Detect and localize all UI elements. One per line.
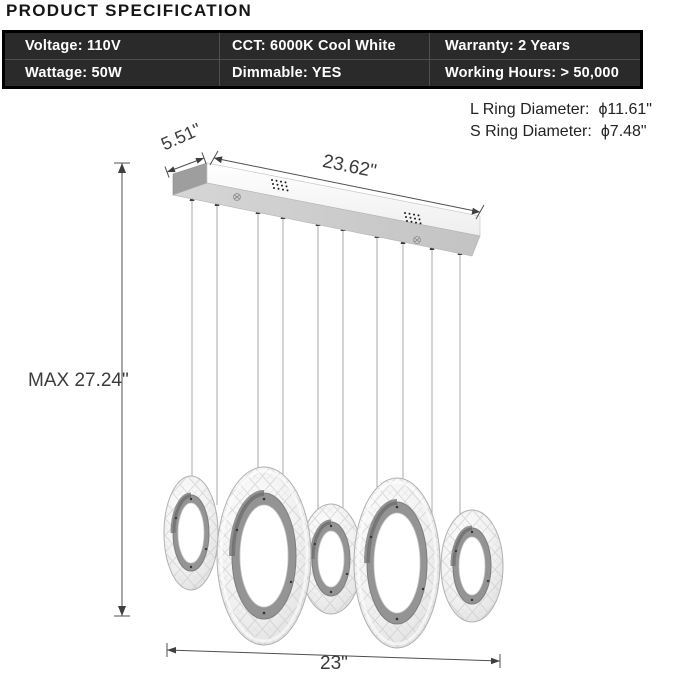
- crystal-ring-large-right: [354, 478, 440, 648]
- crystal-ring-small-right: [441, 510, 503, 622]
- fixture-width-label: 23": [320, 653, 348, 674]
- l-ring-diameter-label: L Ring Diameter:: [470, 101, 590, 118]
- spec-cell-warranty: Warranty: 2 Years: [430, 33, 640, 60]
- l-ring-diameter-value: ϕ11.61": [598, 101, 652, 118]
- crystal-ring-large-left: [217, 467, 311, 645]
- spec-cell-voltage: Voltage: 110V: [5, 33, 220, 60]
- spec-cell-wattage: Wattage: 50W: [5, 60, 220, 87]
- crystal-ring-small-left: [164, 476, 218, 590]
- ring-diameter-specs: [470, 99, 652, 143]
- canopy-length-label: 23.62": [320, 151, 379, 183]
- canopy-depth-label: 5.51": [158, 119, 204, 155]
- spec-cell-working-hours: Working Hours: > 50,000: [445, 64, 619, 81]
- l-ring-diameter-row: [470, 99, 652, 121]
- s-ring-diameter-value: ϕ7.48": [600, 123, 647, 140]
- spec-cell-dimmable: Dimmable: YES: [220, 60, 430, 87]
- ceiling-canopy: [173, 163, 480, 256]
- spec-cell-cct: CCT: 6000K Cool White: [220, 33, 430, 60]
- max-height-label: MAX 27.24": [28, 370, 129, 391]
- page-title: PRODUCT SPECIFICATION: [6, 1, 253, 20]
- s-ring-diameter-row: [470, 121, 652, 143]
- s-ring-diameter-label: S Ring Diameter:: [470, 123, 592, 140]
